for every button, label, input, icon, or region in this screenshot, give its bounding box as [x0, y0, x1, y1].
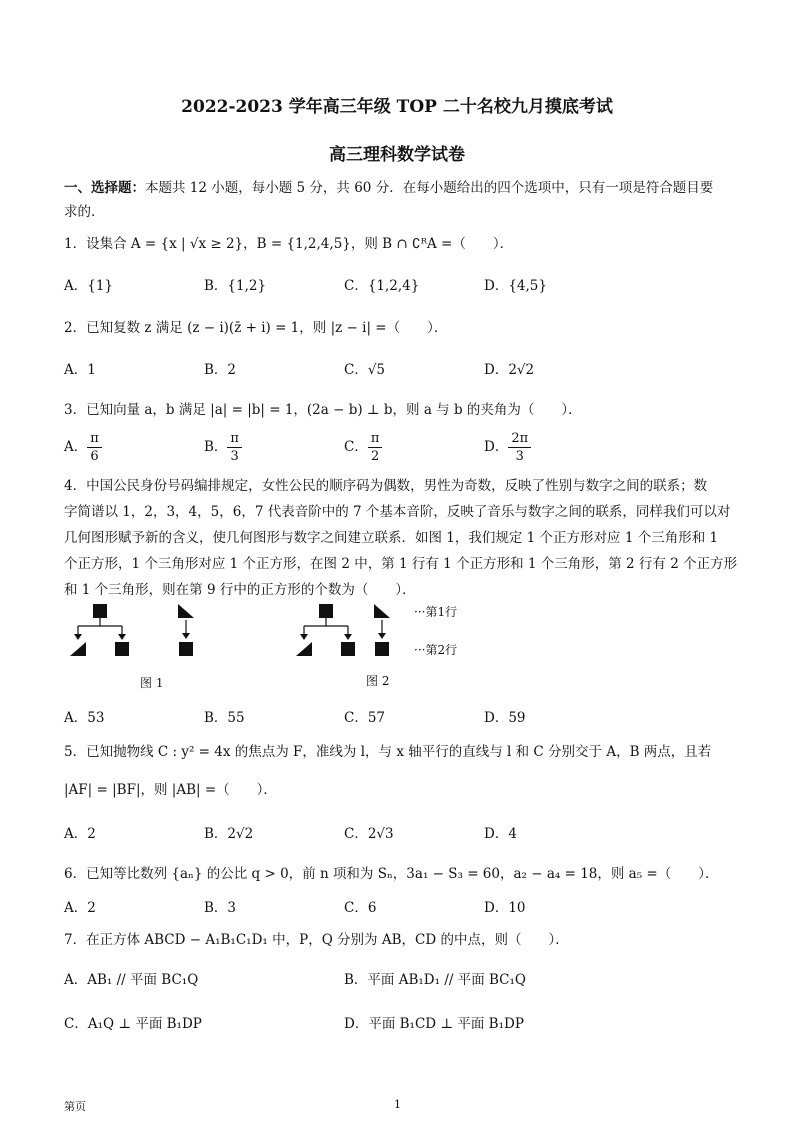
q2-option-d: D．2√2 [484, 362, 535, 378]
figure-1-label: 图 1 [140, 676, 164, 690]
q6-option-d: D．10 [484, 900, 526, 916]
section-label: 一、选择题： [64, 180, 145, 196]
q4-option-a: A．53 [64, 710, 105, 726]
figure-1 [64, 600, 244, 670]
exam-subtitle: 高三理科数学试卷 [329, 145, 465, 165]
section-intro [64, 176, 713, 196]
q1-option-d: D．{4,5} [484, 278, 547, 294]
q5-option-a: A．2 [64, 826, 96, 842]
q3-option-d: D． $\frac{2\pi}{3}$ [484, 430, 531, 465]
q5-option-b: B．2√2 [204, 826, 254, 842]
question-4-stem-line2: 字简谱以 1，2，3，4，5，6，7 代表音阶中的 7 个基本音阶，反映了音乐与数字之间的联系，同样我们可以对 [64, 504, 731, 520]
q4-option-b: B．55 [204, 710, 245, 726]
section-text-line2: 求的． [64, 204, 105, 220]
section-text-line1: 本题共 12 小题，每小题 5 分，共 60 分．在每小题给出的四个选项中，只有一项是符合题目要 [145, 180, 714, 196]
question-4-stem-line5: 和 1 个三角形，则在第 9 行中的正方形的个数为（ ）． [64, 582, 416, 598]
figure-2-row1-label: ···第1行 [414, 605, 458, 619]
q2-option-c: C．√5 [344, 362, 386, 378]
q3-option-b: B． $\frac{\pi}{3}$ [204, 430, 242, 465]
question-4-stem-line4: 个正方形，1 个三角形对应 1 个正方形，在图 2 中，第 1 行有 1 个正方形和 1 个三角形，第 2 行有 2 个正方形 [64, 556, 738, 572]
q7-option-a: A．AB₁ // 平面 BC₁Q [64, 972, 199, 988]
q6-option-a: A．2 [64, 900, 96, 916]
q1-option-a: A．{1} [64, 278, 114, 294]
q7-option-c: C．A₁Q ⊥ 平面 B₁DP [64, 1016, 202, 1032]
q4-option-c: C．57 [344, 710, 386, 726]
footer-left: 第页 [64, 1100, 86, 1113]
question-7-stem: 7．在正方体 ABCD − A₁B₁C₁D₁ 中，P，Q 分别为 AB，CD 的中点，则（ ）． [64, 932, 569, 948]
question-5-stem-line2: |AF| = |BF|，则 |AB| =（ ）． [64, 782, 277, 798]
q2-option-a: A．1 [64, 362, 96, 378]
q3-option-c: C． $\frac{\pi}{2}$ [344, 430, 382, 465]
question-3-stem: 3．已知向量 a，b 满足 |a| = |b| = 1，(2a − b) ⊥ b，则 a 与 b 的夹角为（ ）． [64, 402, 582, 418]
q3-option-a: A． $\frac{\pi}{6}$ [64, 430, 102, 465]
q6-option-b: B．3 [204, 900, 237, 916]
q7-option-b: B．平面 AB₁D₁ // 平面 BC₁Q [344, 972, 526, 988]
q2-option-b: B．2 [204, 362, 237, 378]
question-2-stem: 2．已知复数 z 满足 (z − i)(z̄ + i) = 1，则 |z − i| =（ ）． [64, 320, 448, 336]
q7-option-d: D．平面 B₁CD ⊥ 平面 B₁DP [344, 1016, 524, 1032]
page-number: 1 [394, 1098, 401, 1111]
question-4-stem-line3: 几何图形赋予新的含义，使几何图形与数字之间建立联系．如图 1，我们规定 1 个正方形对应 1 个三角形和 1 [64, 530, 719, 546]
q5-option-d: D．4 [484, 826, 517, 842]
q6-option-c: C．6 [344, 900, 377, 916]
figure-2-row2-label: ···第2行 [414, 643, 458, 657]
q5-option-c: C．2√3 [344, 826, 394, 842]
figure-2-label: 图 2 [366, 674, 390, 688]
q1-option-c: C．{1,2,4} [344, 278, 420, 294]
q1-option-b: B．{1,2} [204, 278, 267, 294]
question-5-stem-line1: 5．已知抛物线 C : y² = 4x 的焦点为 F，准线为 l，与 x 轴平行的直线与 l 和 C 分别交于 A，B 两点，且若 [64, 744, 712, 760]
q4-option-d: D．59 [484, 710, 526, 726]
exam-title: 2022-2023 学年高三年级 TOP 二十名校九月摸底考试 [181, 97, 613, 117]
question-1-stem: 1．设集合 A = {x | √x ≥ 2}，B = {1,2,4,5}，则 B ∩ ∁ᴿA =（ ）． [64, 236, 514, 252]
question-4-stem-line1: 4．中国公民身份号码编排规定，女性公民的顺序码为偶数，男性为奇数，反映了性别与数字之间的联系；数 [64, 478, 708, 494]
figure-2 [290, 600, 410, 670]
question-6-stem: 6．已知等比数列 {aₙ} 的公比 q > 0，前 n 项和为 Sₙ，3a₁ − S₃ = 60，a₂ − a₄ = 18，则 a₅ =（ ）． [64, 866, 719, 882]
